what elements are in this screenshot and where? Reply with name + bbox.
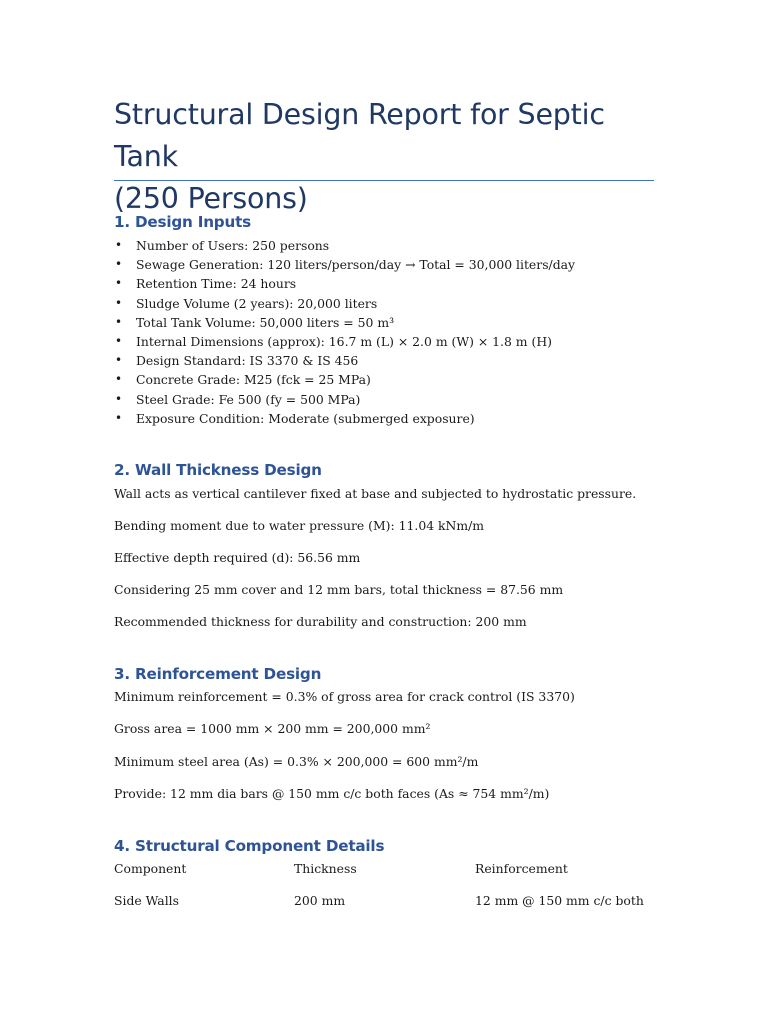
document-title-line-1: Structural Design Report for Septic Tank	[114, 98, 605, 173]
bullet-icon: •	[115, 238, 123, 252]
wall-paragraph: Effective depth required (d): 56.56 mm	[114, 550, 361, 565]
title-underline-rule	[114, 180, 654, 181]
list-item	[114, 274, 575, 293]
list-item	[114, 370, 575, 389]
table-cell-reinforcement: 12 mm @ 150 mm c/c both	[475, 893, 644, 908]
document-title-line-2: (250 Persons)	[114, 182, 308, 215]
list-item	[114, 390, 575, 409]
column-header-component: Component	[114, 861, 187, 876]
list-item-text: Retention Time: 24 hours	[136, 276, 297, 292]
bullet-icon: •	[115, 410, 123, 425]
list-item-text: Sewage Generation: 120 liters/person/day → Total = 30,000 liters/day	[136, 257, 576, 273]
list-item	[114, 351, 575, 370]
wall-paragraph: Considering 25 mm cover and 12 mm bars, total thickness = 87.56 mm	[114, 582, 564, 597]
list-item-text: Internal Dimensions (approx): 16.7 m (L) × 2.0 m (W) × 1.8 m (H)	[136, 333, 552, 349]
bullet-icon: •	[115, 295, 123, 310]
bullet-icon: •	[115, 333, 123, 348]
design-inputs-list	[114, 236, 575, 428]
reinforcement-paragraph: Minimum reinforcement = 0.3% of gross area for crack control (IS 3370)	[114, 689, 575, 704]
list-item	[114, 255, 575, 274]
list-item	[114, 409, 575, 428]
list-item	[114, 294, 575, 313]
reinforcement-paragraph: Provide: 12 mm dia bars @ 150 mm c/c both faces (As ≈ 754 mm²/m)	[114, 786, 550, 801]
bullet-icon: •	[115, 276, 123, 291]
bullet-icon: •	[115, 314, 123, 329]
bullet-icon: •	[115, 257, 123, 272]
document-title	[114, 94, 654, 220]
wall-paragraph: Wall acts as vertical cantilever fixed at base and subjected to hydrostatic pressure.	[114, 486, 637, 501]
list-item-text: Steel Grade: Fe 500 (fy = 500 MPa)	[136, 391, 361, 407]
list-item-text: Concrete Grade: M25 (fck = 25 MPa)	[136, 372, 371, 388]
list-item-text: Sludge Volume (2 years): 20,000 liters	[136, 295, 378, 311]
list-item	[114, 236, 575, 255]
wall-paragraph: Recommended thickness for durability and construction: 200 mm	[114, 614, 527, 629]
column-header-thickness: Thickness	[294, 861, 357, 876]
section-heading-reinforcement: 3. Reinforcement Design	[114, 665, 322, 683]
list-item-text: Total Tank Volume: 50,000 liters = 50 m³	[136, 314, 395, 330]
list-item-text: Exposure Condition: Moderate (submerged exposure)	[136, 410, 475, 426]
bullet-icon: •	[115, 353, 123, 368]
section-heading-design-inputs: 1. Design Inputs	[114, 213, 251, 231]
section-heading-component-details: 4. Structural Component Details	[114, 837, 385, 855]
column-header-reinforcement: Reinforcement	[475, 861, 568, 876]
reinforcement-paragraph: Minimum steel area (As) = 0.3% × 200,000 = 600 mm²/m	[114, 754, 479, 769]
wall-paragraph: Bending moment due to water pressure (M): 11.04 kNm/m	[114, 518, 485, 533]
list-item	[114, 313, 575, 332]
table-cell-component: Side Walls	[114, 893, 179, 908]
bullet-icon: •	[115, 372, 123, 387]
list-item-text: Design Standard: IS 3370 & IS 456	[136, 353, 359, 369]
list-item-text: Number of Users: 250 persons	[136, 238, 330, 253]
section-heading-wall-thickness: 2. Wall Thickness Design	[114, 461, 322, 479]
bullet-icon: •	[115, 391, 123, 406]
table-cell-thickness: 200 mm	[294, 893, 346, 908]
reinforcement-paragraph: Gross area = 1000 mm × 200 mm = 200,000 mm²	[114, 721, 431, 736]
list-item	[114, 332, 575, 351]
